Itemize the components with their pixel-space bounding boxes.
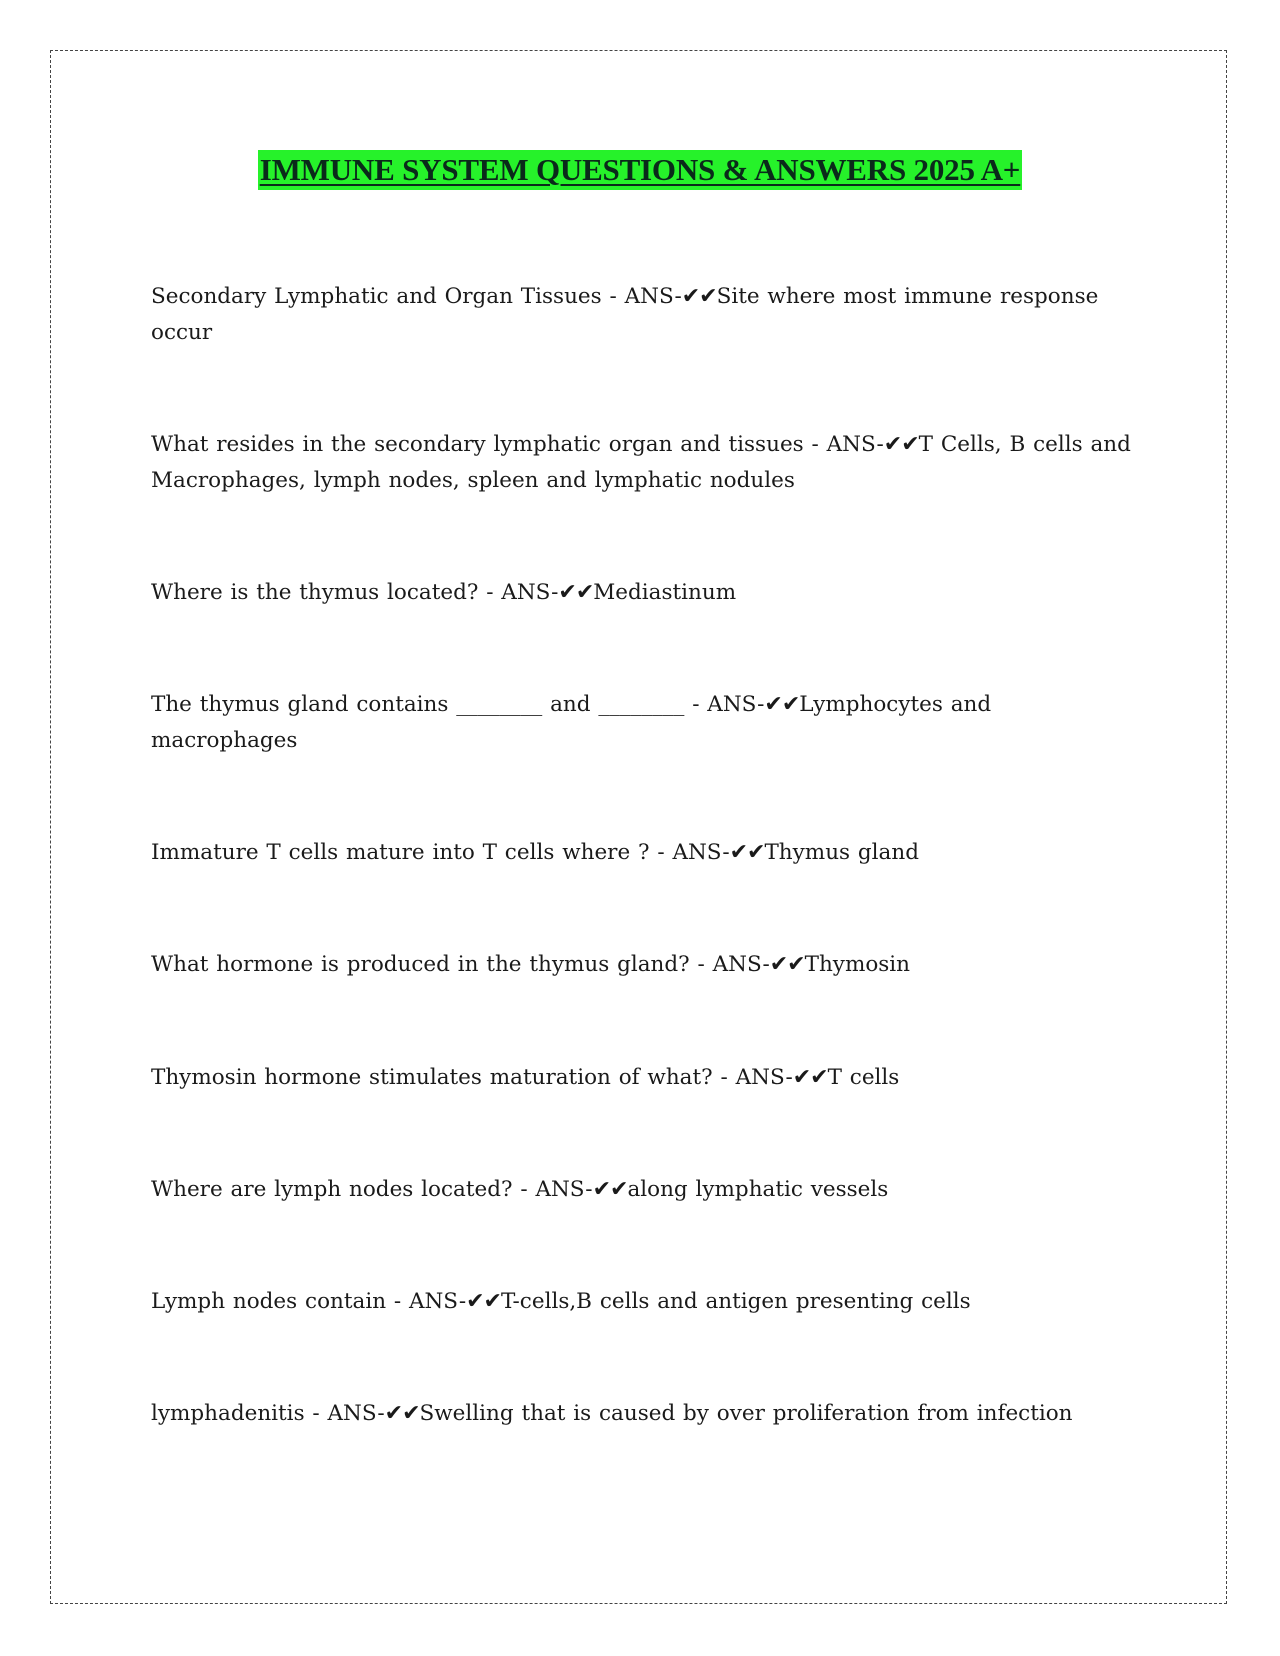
question-text: What resides in the secondary lymphatic organ and tissues - (151, 432, 827, 457)
qa-item-7 (151, 1060, 1136, 1096)
question-text: Where is the thymus located? - (151, 580, 502, 605)
answer-prefix: ANS- (672, 840, 730, 865)
qa-item-4 (151, 687, 1136, 759)
check-marks-icon: ✔✔ (792, 1065, 828, 1090)
check-marks-icon: ✔✔ (466, 1289, 501, 1314)
question-text: What hormone is produced in the thymus gland? - (151, 952, 713, 977)
qa-item-9 (151, 1284, 1136, 1320)
answer-prefix: ANS- (735, 1065, 793, 1090)
answer-prefix: ANS- (408, 1289, 467, 1314)
question-text: Thymosin hormone stimulates maturation of what? - (151, 1065, 736, 1090)
qa-item-10 (151, 1396, 1136, 1432)
check-marks-icon: ✔✔ (558, 580, 594, 605)
answer-text: Mediastinum (593, 580, 737, 605)
answer-text: Site where most immune response occur (151, 284, 1099, 345)
qa-item-8 (151, 1172, 1136, 1208)
page-title: IMMUNE SYSTEM QUESTIONS & ANSWERS 2025 A+ (258, 150, 1023, 190)
check-marks-icon: ✔✔ (764, 692, 800, 717)
check-marks-icon: ✔✔ (883, 432, 919, 457)
answer-prefix: ANS- (826, 432, 884, 457)
answer-prefix: ANS- (624, 284, 682, 309)
question-text: Lymph nodes contain - (151, 1289, 409, 1314)
check-marks-icon: ✔✔ (681, 284, 717, 309)
qa-item-1 (151, 279, 1136, 351)
answer-text: along lymphatic vessels (627, 1177, 889, 1202)
answer-text: Lymphocytes and macrophages (151, 692, 992, 753)
answer-prefix: ANS- (535, 1177, 593, 1202)
question-text: The thymus gland contains ________ and ________ - (151, 692, 708, 717)
answer-text: Swelling that is caused by over proliferation from infection (419, 1401, 1073, 1426)
answer-text: T cells (827, 1065, 900, 1090)
answer-prefix: ANS- (712, 952, 770, 977)
qa-item-5 (151, 835, 1136, 871)
answer-prefix: ANS- (327, 1401, 385, 1426)
question-text: Secondary Lymphatic and Organ Tissues - (151, 284, 625, 309)
title-container (0, 150, 1280, 190)
answer-text: Thymus gland (764, 840, 919, 865)
question-text: lymphadenitis - (151, 1401, 328, 1426)
answer-text: T Cells, B cells and Macrophages, lymph nodes, spleen and lymphatic nodules (151, 432, 1131, 493)
check-marks-icon: ✔✔ (729, 840, 765, 865)
answer-text: T-cells,B cells and antigen presenting cells (500, 1289, 971, 1314)
check-marks-icon: ✔✔ (769, 952, 805, 977)
answer-prefix: ANS- (501, 580, 559, 605)
check-marks-icon: ✔✔ (384, 1401, 420, 1426)
answer-prefix: ANS- (707, 692, 765, 717)
answer-text: Thymosin (804, 952, 911, 977)
qa-item-2 (151, 427, 1136, 499)
check-marks-icon: ✔✔ (592, 1177, 628, 1202)
question-text: Immature T cells mature into T cells where ? - (151, 840, 673, 865)
question-text: Where are lymph nodes located? - (151, 1177, 536, 1202)
qa-item-3 (151, 575, 1136, 611)
qa-item-6 (151, 947, 1136, 983)
